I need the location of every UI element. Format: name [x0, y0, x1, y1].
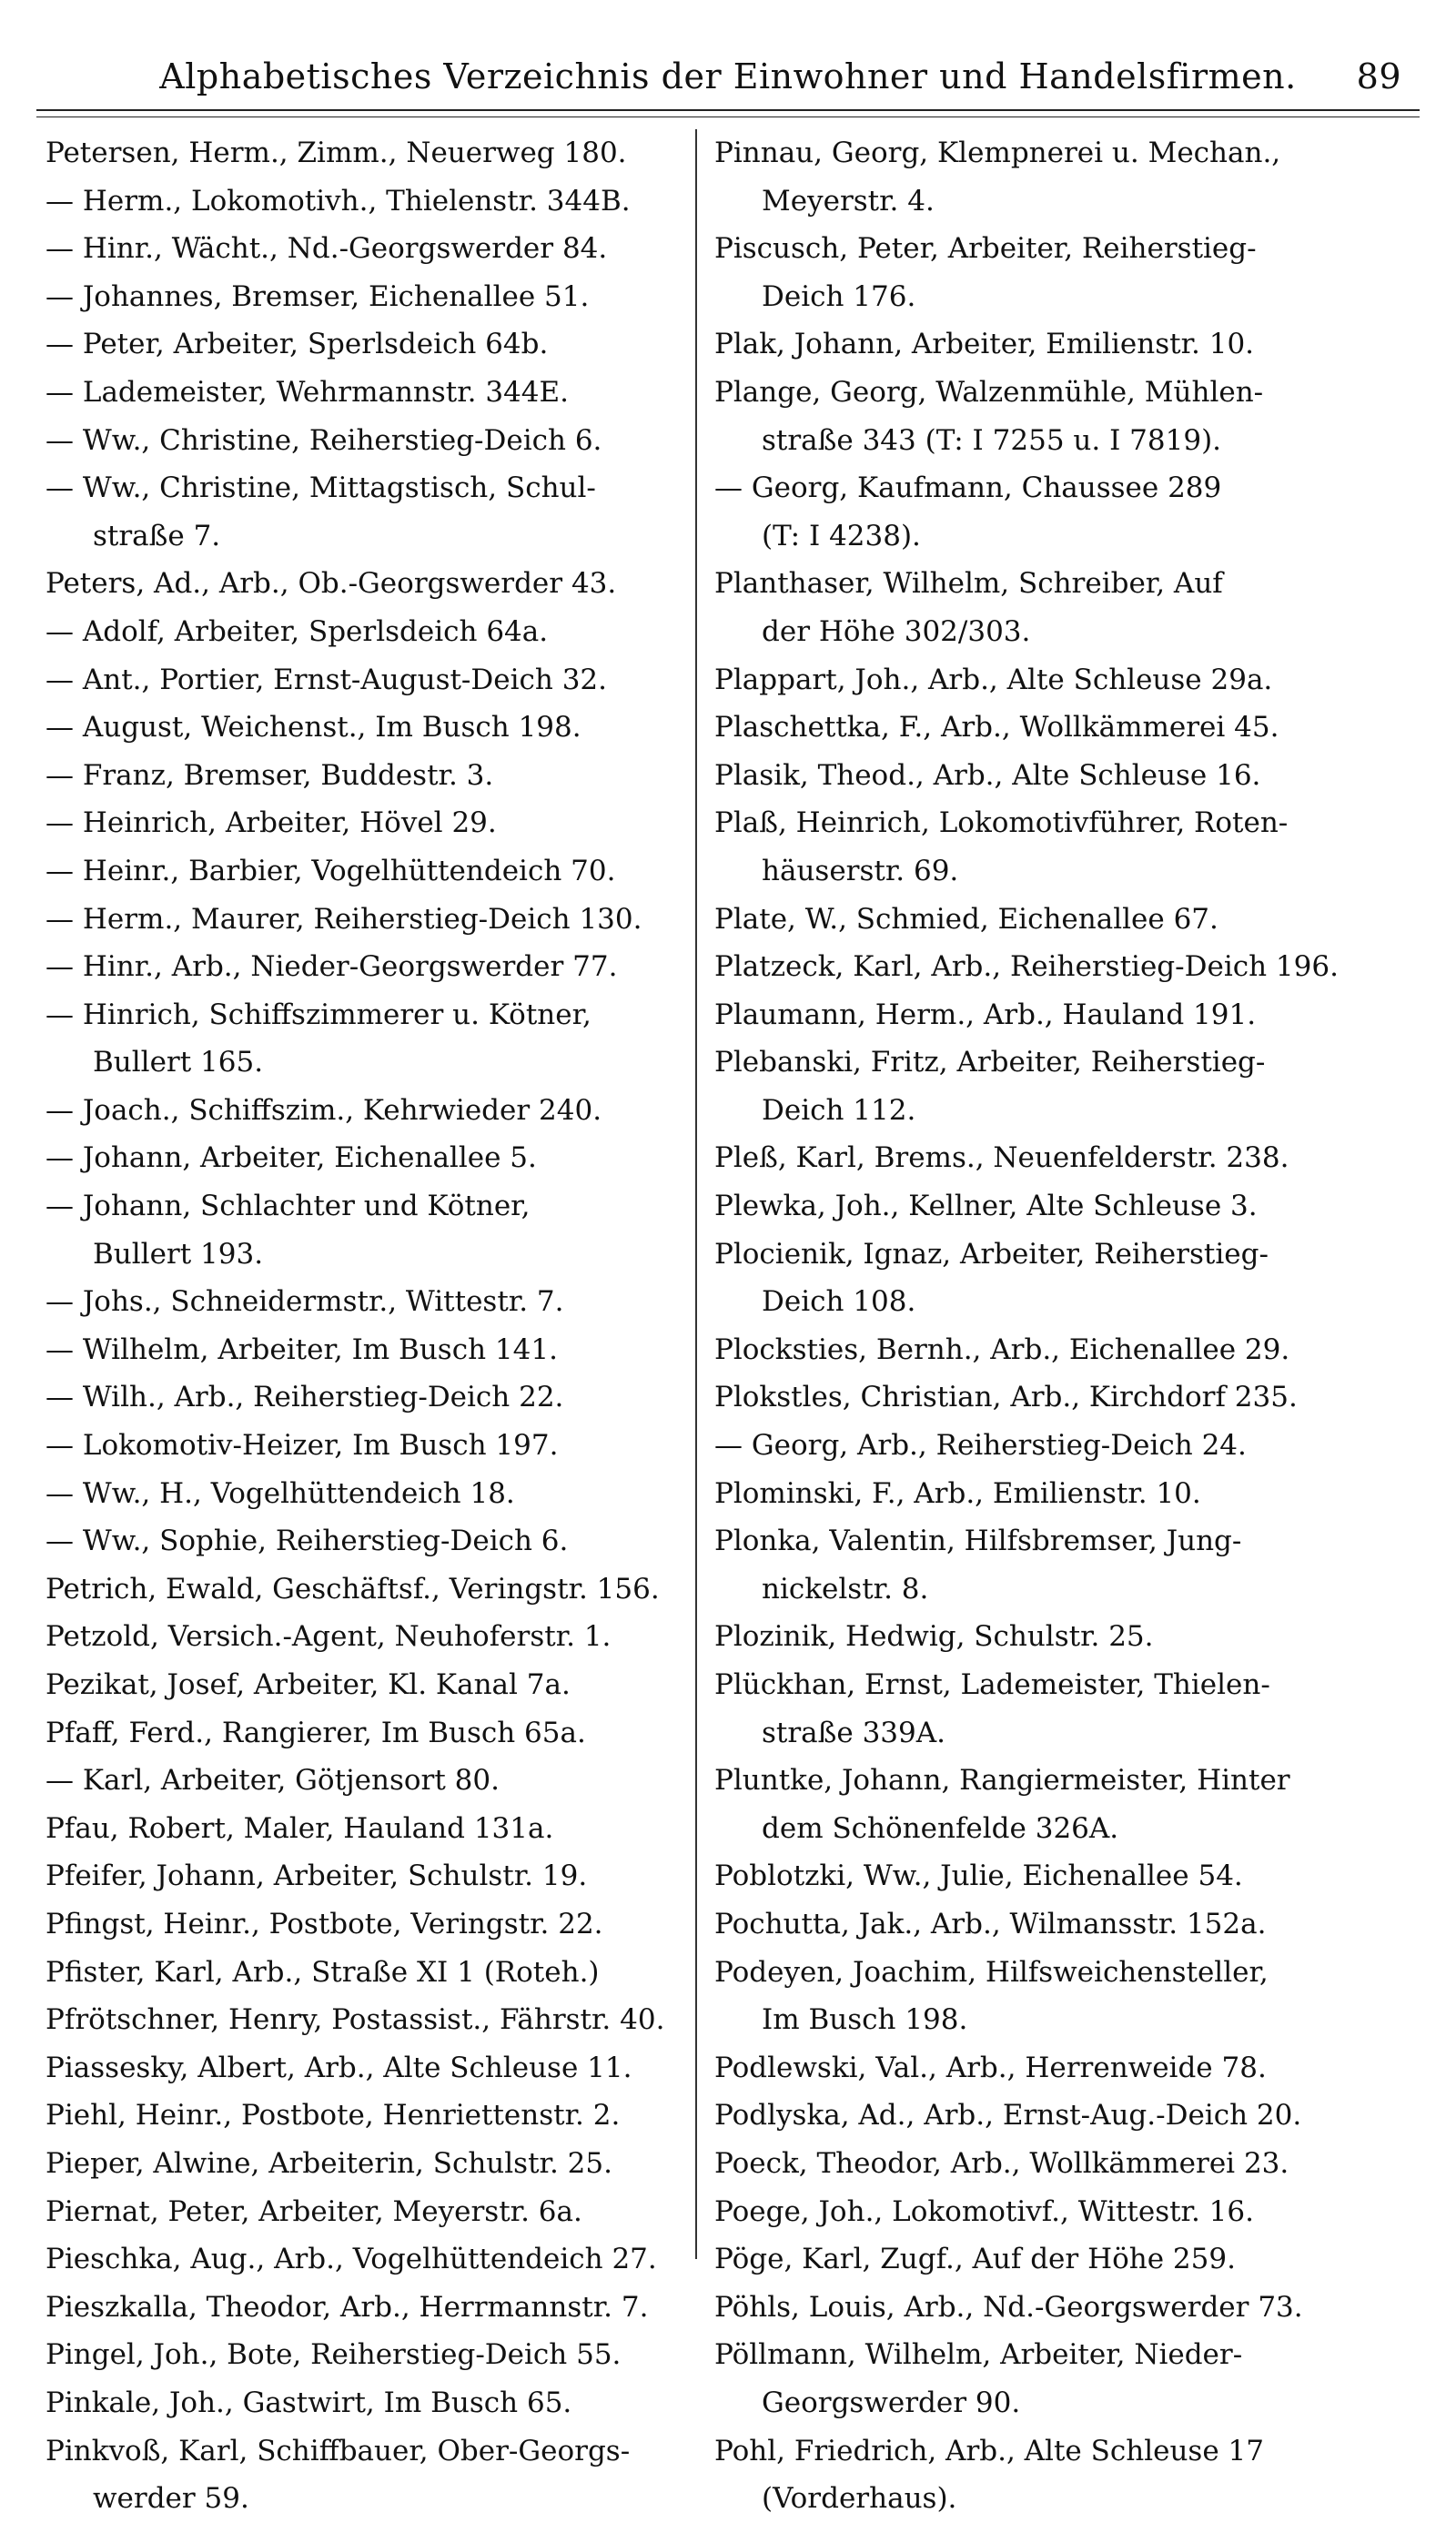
entry-continuation: Georgswerder 90. [762, 2386, 1021, 2419]
directory-entry: Pfeifer, Johann, Arbeiter, Schulstr. 19. [46, 1859, 588, 1893]
directory-entry: — Ant., Portier, Ernst-August-Deich 32. [46, 663, 608, 696]
entry-continuation: werder 59. [93, 2482, 249, 2516]
directory-entry: Pöge, Karl, Zugf., Auf der Höhe 259. [714, 2243, 1236, 2276]
directory-entry: — Lademeister, Wehrmannstr. 344E. [46, 375, 570, 409]
entry-continuation: Deich 112. [762, 1093, 916, 1127]
right-column [714, 129, 1360, 2523]
directory-entry: Piassesky, Albert, Arb., Alte Schleuse 11. [46, 2051, 632, 2084]
directory-entry: — Johannes, Bremser, Eichenallee 51. [46, 279, 590, 313]
directory-entry: — August, Weichenst., Im Busch 198. [46, 711, 581, 745]
page-title: Alphabetisches Verzeichnis der Einwohner und Handelsfirmen. [159, 56, 1297, 96]
entry-continuation: dem Schönenfelde 326A. [762, 1811, 1119, 1845]
entry-continuation: straße 7. [93, 519, 221, 552]
directory-entry: — Heinr., Barbier, Vogelhüttendeich 70. [46, 854, 616, 887]
directory-entry: Pöllmann, Wilhelm, Arbeiter, Nieder- [714, 2338, 1243, 2372]
directory-entry: — Wilhelm, Arbeiter, Im Busch 141. [46, 1332, 558, 1366]
directory-entry: — Hinr., Wächt., Nd.-Georgswerder 84. [46, 232, 608, 266]
directory-entry: Plaß, Heinrich, Lokomotivführer, Roten- [714, 806, 1289, 840]
directory-entry: — Georg, Arb., Reiherstieg-Deich 24. [714, 1429, 1247, 1463]
directory-entry: Pinkvoß, Karl, Schiffbauer, Ober-Georgs- [46, 2434, 631, 2467]
directory-entry: Pohl, Friedrich, Arb., Alte Schleuse 17 [714, 2434, 1264, 2467]
directory-entry: Podeyen, Joachim, Hilfsweichensteller, [714, 1955, 1269, 1989]
directory-entry: Plozinik, Hedwig, Schulstr. 25. [714, 1620, 1154, 1654]
directory-entry: Plebanski, Fritz, Arbeiter, Reiherstieg- [714, 1046, 1266, 1079]
directory-entry: Petersen, Herm., Zimm., Neuerweg 180. [46, 137, 627, 169]
directory-entry: — Hinrich, Schiffszimmerer u. Kötner, [46, 998, 592, 1031]
directory-entry: Platzeck, Karl, Arb., Reiherstieg-Deich 196. [714, 950, 1339, 984]
entry-continuation: (Vorderhaus). [762, 2482, 957, 2516]
page-number: 89 [1356, 56, 1401, 96]
directory-entry: Poeck, Theodor, Arb., Wollkämmerei 23. [714, 2146, 1289, 2180]
directory-entry: Podlewski, Val., Arb., Herrenweide 78. [714, 2051, 1267, 2084]
directory-entry: Plückhan, Ernst, Lademeister, Thielen- [714, 1668, 1270, 1701]
page-header [36, 56, 1420, 111]
directory-entry: — Johann, Schlachter und Kötner, [46, 1190, 531, 1223]
directory-entry: Plominski, F., Arb., Emilienstr. 10. [714, 1476, 1201, 1510]
directory-entry: Pfrötschner, Henry, Postassist., Fährstr. 40. [46, 2003, 665, 2037]
directory-entry: — Georg, Kaufmann, Chaussee 289 [714, 471, 1222, 505]
directory-entry: Piehl, Heinr., Postbote, Henriettenstr. 2. [46, 2099, 621, 2133]
entry-continuation: Bullert 193. [93, 1237, 264, 1271]
directory-entry: Pfaff, Ferd., Rangierer, Im Busch 65a. [46, 1716, 586, 1749]
directory-entry: — Heinrich, Arbeiter, Hövel 29. [46, 806, 497, 840]
entry-continuation: Deich 108. [762, 1285, 916, 1319]
entry-continuation: der Höhe 302/303. [762, 614, 1031, 648]
directory-entry: Pieszkalla, Theodor, Arb., Herrmannstr. 7. [46, 2290, 649, 2324]
directory-entry: — Peter, Arbeiter, Sperlsdeich 64b. [46, 328, 549, 361]
directory-entry: — Herm., Maurer, Reiherstieg-Deich 130. [46, 902, 642, 936]
directory-entry: — Johs., Schneidermstr., Wittestr. 7. [46, 1285, 564, 1319]
entry-continuation: Meyerstr. 4. [762, 184, 935, 218]
directory-entry: Plappart, Joh., Arb., Alte Schleuse 29a. [714, 663, 1273, 696]
directory-entry: Poblotzki, Ww., Julie, Eichenallee 54. [714, 1859, 1243, 1893]
directory-entry: — Herm., Lokomotivh., Thielenstr. 344B. [46, 184, 631, 218]
directory-entry: Petrich, Ewald, Geschäftsf., Veringstr. 156. [46, 1572, 660, 1606]
directory-entry: Plocksties, Bernh., Arb., Eichenallee 29. [714, 1332, 1290, 1366]
directory-entry: — Ww., Christine, Mittagstisch, Schul- [46, 471, 596, 505]
directory-entry: Pieper, Alwine, Arbeiterin, Schulstr. 25. [46, 2146, 612, 2180]
entry-continuation: Bullert 165. [93, 1046, 264, 1079]
directory-entry: Pfister, Karl, Arb., Straße XI 1 (Roteh.) [46, 1955, 600, 1989]
directory-entry: Pinnau, Georg, Klempnerei u. Mechan., [714, 137, 1281, 169]
directory-entry: — Hinr., Arb., Nieder-Georgswerder 77. [46, 950, 618, 984]
left-column [46, 129, 692, 2523]
directory-entry: Plaschettka, F., Arb., Wollkämmerei 45. [714, 711, 1279, 745]
directory-entry: Plocienik, Ignaz, Arbeiter, Reiherstieg- [714, 1237, 1269, 1271]
directory-entry: Plaumann, Herm., Arb., Hauland 191. [714, 998, 1257, 1031]
directory-entry: Pfingst, Heinr., Postbote, Veringstr. 22. [46, 1907, 603, 1940]
directory-entry: Podlyska, Ad., Arb., Ernst-Aug.-Deich 20. [714, 2099, 1302, 2133]
directory-entry: Petzold, Versich.-Agent, Neuhoferstr. 1. [46, 1620, 612, 1654]
entry-continuation: Deich 176. [762, 279, 916, 313]
directory-entry: Plate, W., Schmied, Eichenallee 67. [714, 902, 1218, 936]
directory-entry: Pluntke, Johann, Rangiermeister, Hinter [714, 1764, 1290, 1798]
directory-entry: Pezikat, Josef, Arbeiter, Kl. Kanal 7a. [46, 1668, 571, 1701]
directory-entry: Plewka, Joh., Kellner, Alte Schleuse 3. [714, 1190, 1258, 1223]
directory-entry: Plonka, Valentin, Hilfsbremser, Jung- [714, 1525, 1242, 1558]
directory-entry: — Lokomotiv-Heizer, Im Busch 197. [46, 1429, 559, 1463]
directory-entry: — Karl, Arbeiter, Götjensort 80. [46, 1764, 500, 1798]
directory-entry: — Ww., H., Vogelhüttendeich 18. [46, 1476, 515, 1510]
entry-continuation: (T: I 4238). [762, 519, 921, 552]
directory-entry: Pieschka, Aug., Arb., Vogelhüttendeich 27. [46, 2243, 657, 2276]
directory-entry: — Johann, Arbeiter, Eichenallee 5. [46, 1141, 537, 1175]
directory-entry: — Ww., Sophie, Reiherstieg-Deich 6. [46, 1525, 569, 1558]
directory-entry: Pöhls, Louis, Arb., Nd.-Georgswerder 73. [714, 2290, 1303, 2324]
directory-entry: — Franz, Bremser, Buddestr. 3. [46, 758, 494, 792]
directory-entry: Pochutta, Jak., Arb., Wilmansstr. 152a. [714, 1907, 1267, 1940]
directory-entry: Planthaser, Wilhelm, Schreiber, Auf [714, 567, 1223, 601]
directory-entry: Peters, Ad., Arb., Ob.-Georgswerder 43. [46, 567, 617, 601]
directory-entry: Pleß, Karl, Brems., Neuenfelderstr. 238. [714, 1141, 1289, 1175]
header-rule [36, 109, 1420, 111]
directory-entry: Pinkale, Joh., Gastwirt, Im Busch 65. [46, 2386, 572, 2419]
column-divider [695, 129, 697, 2259]
directory-entry: — Wilh., Arb., Reiherstieg-Deich 22. [46, 1381, 564, 1414]
directory-entry: Pfau, Robert, Maler, Hauland 131a. [46, 1811, 554, 1845]
directory-entry: Plak, Johann, Arbeiter, Emilienstr. 10. [714, 328, 1255, 361]
directory-entry: Plokstles, Christian, Arb., Kirchdorf 235. [714, 1381, 1298, 1414]
entry-continuation: Im Busch 198. [762, 2003, 968, 2037]
entry-continuation: straße 339A. [762, 1716, 945, 1749]
entry-continuation: straße 343 (T: I 7255 u. I 7819). [762, 423, 1222, 457]
directory-entry: — Adolf, Arbeiter, Sperlsdeich 64a. [46, 614, 549, 648]
directory-entry: Poege, Joh., Lokomotivf., Wittestr. 16. [714, 2194, 1254, 2228]
directory-entry: — Ww., Christine, Reiherstieg-Deich 6. [46, 423, 602, 457]
directory-entry: Plasik, Theod., Arb., Alte Schleuse 16. [714, 758, 1261, 792]
directory-entry: — Joach., Schiffszim., Kehrwieder 240. [46, 1093, 602, 1127]
directory-entry: Piscusch, Peter, Arbeiter, Reiherstieg- [714, 232, 1257, 266]
entry-continuation: nickelstr. 8. [762, 1572, 929, 1606]
entry-continuation: häuserstr. 69. [762, 854, 959, 887]
directory-entry: Plange, Georg, Walzenmühle, Mühlen- [714, 375, 1264, 409]
directory-entry: Piernat, Peter, Arbeiter, Meyerstr. 6a. [46, 2194, 582, 2228]
directory-entry: Pingel, Joh., Bote, Reiherstieg-Deich 55. [46, 2338, 622, 2372]
